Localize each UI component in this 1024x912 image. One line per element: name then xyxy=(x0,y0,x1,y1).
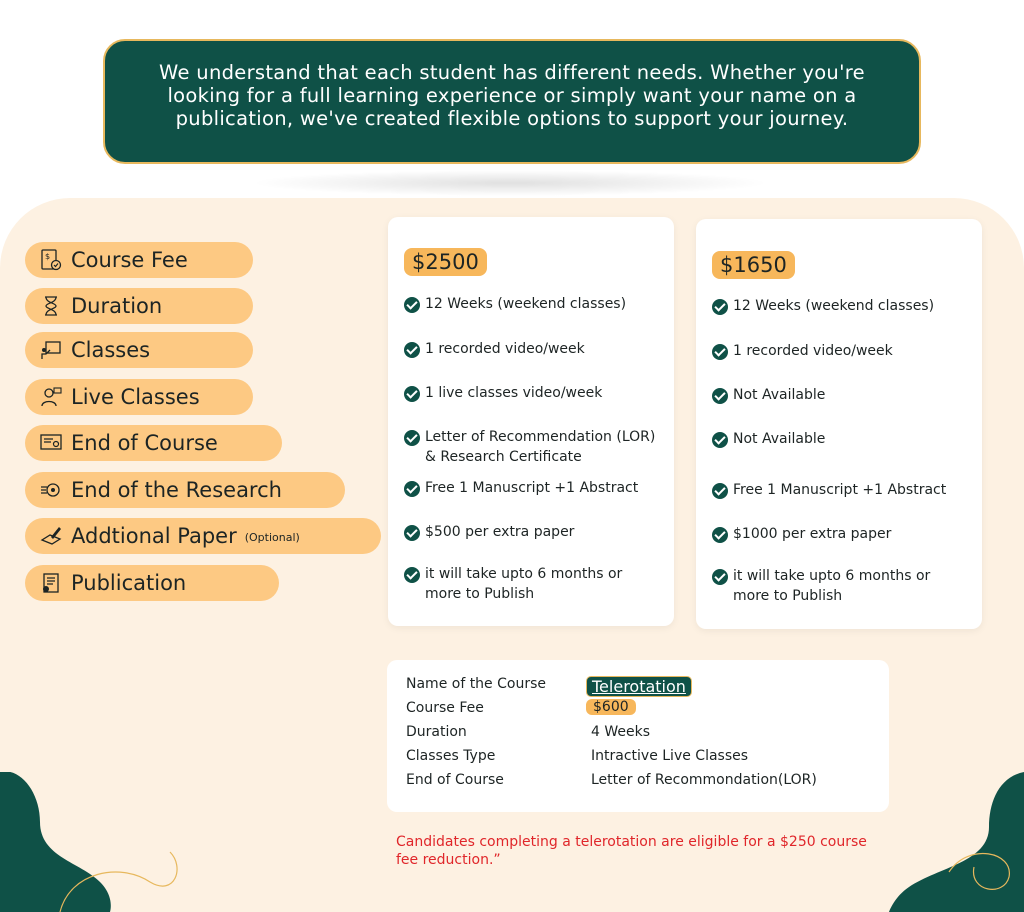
label-text: Course Fee xyxy=(71,248,188,272)
teacher-icon xyxy=(39,385,63,409)
paper-pencil-icon xyxy=(39,524,63,548)
label-duration xyxy=(25,288,253,324)
plan-card-2500 xyxy=(388,217,674,626)
intro-shadow xyxy=(250,170,770,196)
optional-tag: (Optional) xyxy=(244,530,300,544)
course-row-label: Name of the Course xyxy=(406,676,546,692)
course-row-label: Course Fee xyxy=(406,700,484,716)
feature-item: 1 recorded video/week xyxy=(712,341,974,361)
label-text: Classes xyxy=(71,338,151,362)
label-end-of-research xyxy=(25,472,345,508)
label-publication xyxy=(25,565,279,601)
label-text: Duration xyxy=(71,294,163,318)
intro-text: We understand that each student has different needs. Whether you're looking for a full learning experience or simply want your name on a publication, we've created flexible options to support your journey. xyxy=(159,61,865,130)
check-icon xyxy=(404,297,420,313)
feature-item: 12 Weeks (weekend classes) xyxy=(712,296,978,316)
publication-icon xyxy=(39,571,63,595)
feature-item: Not Available xyxy=(712,429,974,449)
label-classes xyxy=(25,332,253,368)
feature-item: it will take upto 6 months or more to Publish xyxy=(404,564,634,604)
label-end-of-course xyxy=(25,425,282,461)
course-row-value: 4 Weeks xyxy=(591,724,651,740)
classroom-board-icon xyxy=(39,338,63,362)
svg-text:$: $ xyxy=(45,252,51,261)
certificate-icon xyxy=(39,431,63,455)
plan-card-1650 xyxy=(696,219,982,629)
label-text: End of Course xyxy=(71,431,218,455)
check-icon xyxy=(404,386,420,402)
research-gear-icon xyxy=(39,478,63,502)
label-live-classes xyxy=(25,379,253,415)
check-icon xyxy=(712,344,728,360)
intro-banner xyxy=(103,39,921,164)
course-row-label: Duration xyxy=(406,724,467,740)
check-icon xyxy=(404,481,420,497)
feature-item: 12 Weeks (weekend classes) xyxy=(404,294,666,314)
feature-item: Free 1 Manuscript +1 Abstract xyxy=(712,480,952,500)
check-icon xyxy=(404,430,420,446)
feature-item: $1000 per extra paper xyxy=(712,524,974,544)
course-row-value: Intractive Live Classes xyxy=(591,748,749,764)
feature-item: Not Available xyxy=(712,385,974,405)
check-icon xyxy=(404,342,420,358)
check-icon xyxy=(712,388,728,404)
feature-item: Letter of Recommendation (LOR) & Research Certificate xyxy=(404,427,670,467)
telerotation-card xyxy=(387,660,889,812)
label-course-fee xyxy=(25,242,253,278)
course-name-link[interactable]: Telerotation xyxy=(586,676,692,697)
feature-item: Free 1 Manuscript +1 Abstract xyxy=(404,478,644,498)
feature-item: it will take upto 6 months or more to Publish xyxy=(712,566,942,606)
label-text: Addtional Paper xyxy=(71,524,237,548)
feature-item: 1 live classes video/week xyxy=(404,383,666,403)
label-additional-paper xyxy=(25,518,381,554)
check-icon xyxy=(712,299,728,315)
course-row-value: Letter of Recommondation(LOR) xyxy=(591,772,817,788)
left-wave-decoration xyxy=(0,772,200,912)
check-icon xyxy=(712,527,728,543)
fee-reduction-note: Candidates completing a telerotation are eligible for a $250 course fee reduction.” xyxy=(396,834,867,868)
price-badge: $2500 xyxy=(404,248,487,276)
check-icon xyxy=(712,483,728,499)
hourglass-icon xyxy=(39,294,63,318)
feature-item: $500 per extra paper xyxy=(404,522,666,542)
label-text: Live Classes xyxy=(71,385,200,409)
course-row-label: Classes Type xyxy=(406,748,496,764)
label-text: End of the Research xyxy=(71,478,282,502)
course-row-label: End of Course xyxy=(406,772,504,788)
course-fee-badge: $600 xyxy=(586,699,636,715)
check-icon xyxy=(404,525,420,541)
label-text: Publication xyxy=(71,571,187,595)
price-badge: $1650 xyxy=(712,251,795,279)
feature-item: 1 recorded video/week xyxy=(404,339,666,359)
check-icon xyxy=(712,569,728,585)
check-icon xyxy=(712,432,728,448)
check-icon xyxy=(404,567,420,583)
fee-document-icon xyxy=(39,248,63,272)
